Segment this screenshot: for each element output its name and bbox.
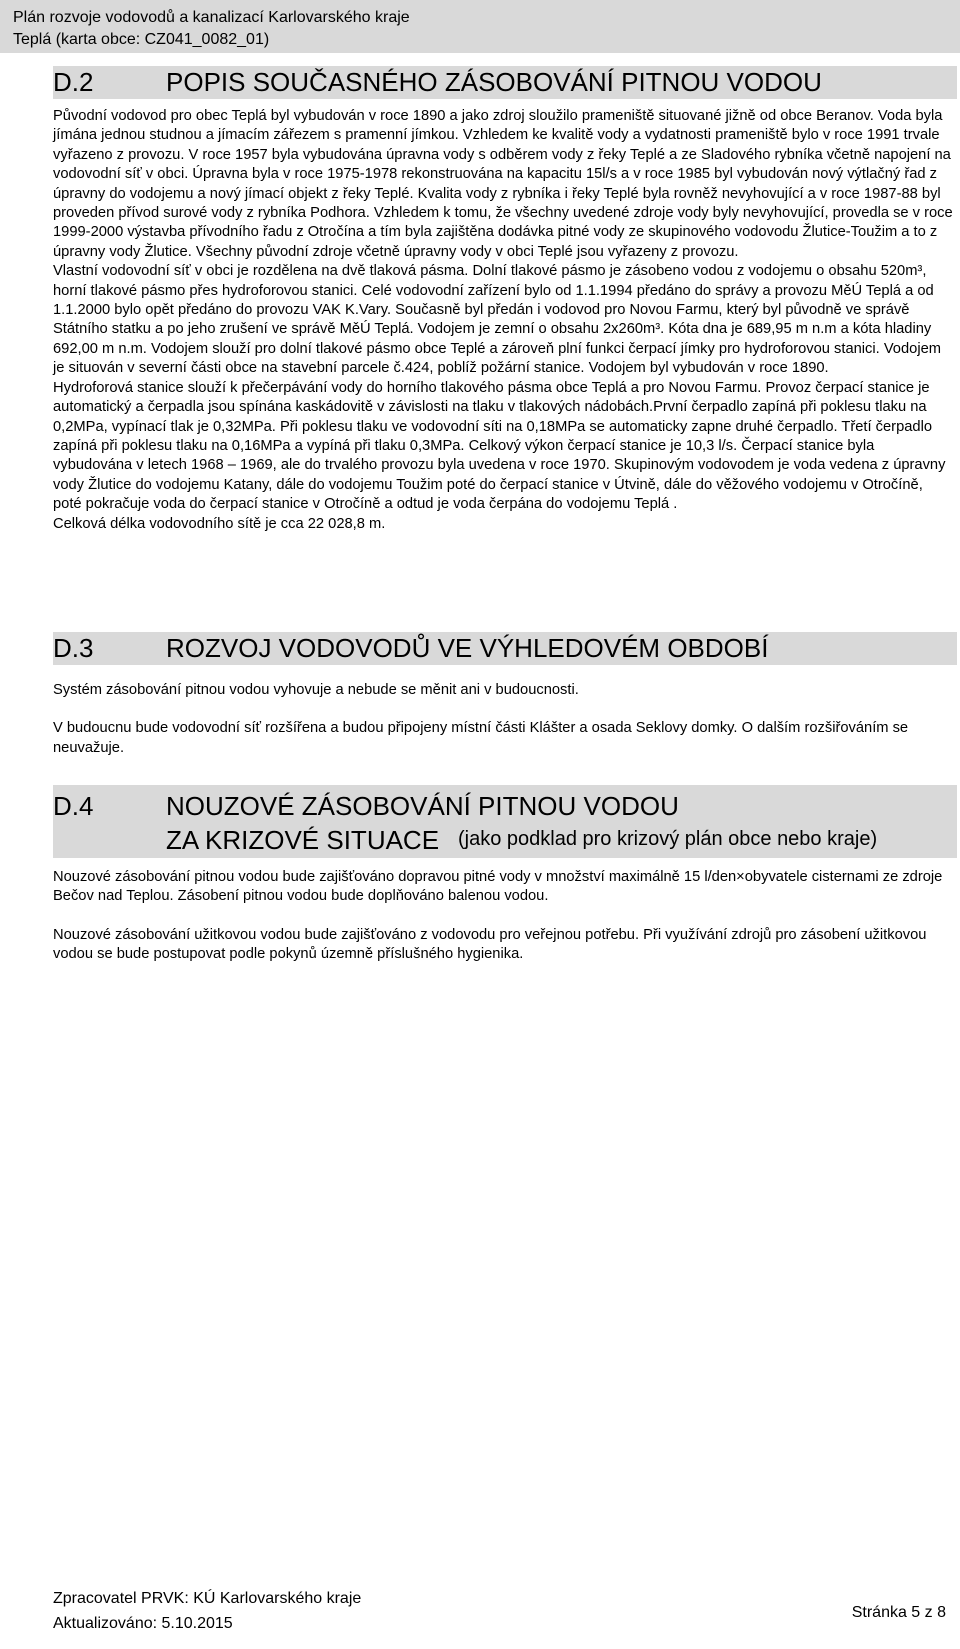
section-title: ROZVOJ VODOVODŮ VE VÝHLEDOVÉM OBDOBÍ: [166, 633, 769, 663]
section-title: POPIS SOUČASNÉHO ZÁSOBOVÁNÍ PITNOU VODOU: [166, 67, 822, 97]
section-heading-d4: [53, 785, 957, 858]
section-body-d4: [53, 868, 953, 965]
paragraph: Celková délka vodovodního sítě je cca 22 028,8 m.: [53, 515, 386, 532]
document-header: [0, 0, 960, 53]
paragraph: Systém zásobování pitnou vodou vyhovuje a nebude se měnit ani v budoucnosti.: [53, 682, 579, 698]
document-title: Plán rozvoje vodovodů a kanalizací Karlovarského kraje: [13, 9, 410, 26]
paragraph: Nouzové zásobování pitnou vodou bude zajišťováno dopravou pitné vody v množství maximálně 15 l/den×obyvatele cisternami ze zdroje Bečov nad Teplou. Zásobení pitnou vodou bude doplňováno balenou vodou.: [53, 869, 943, 905]
paragraph: Hydroforová stanice slouží k přečerpávání vody do horního tlakového pásma obce Teplá a pro Novou Farmu. Provoz čerpací stanice je automatický a čerpadla jsou spínána kaskádovitě v závislosti na tlaku v tlakových nádobách.První čerpadlo zapíná při poklesu tlaku na 0,2MPa, vypínací tlak je 0,32MPa. Při poklesu tlaku ve vodovodní síti na 0,18MPa se automaticky zapne druhé čerpadlo. Třetí čerpadlo zapíná při poklesu tlaku na 0,16MPa a vypíná při tlaku 0,3MPa. Celkový výkon čerpací stanice je 10,3 l/s. Čerpací stanice byla vybudována v letech 1968 – 1969, ale do trvalého provozu byla uvedena v roce 1970. Skupinovým vodovodem je voda vedena z úpravny vody Žlutice do vodojemu Katany, dále do vodojemu Toužim poté do čerpací stanice v Útvině, dále do věžového vodojemu v Otročíně, poté pokračuje voda do čerpací stanice v Otročíně a odtud je voda čerpána do vodojemu Teplá .: [53, 379, 946, 513]
section-title-note: (jako podklad pro krizový plán obce nebo kraje): [458, 828, 878, 850]
paragraph: V budoucnu bude vodovodní síť rozšířena a budou připojeny místní části Klášter a osada Seklovy domky. O dalším rozšiřováním se neuvažuje.: [53, 720, 909, 756]
section-heading-d2: [53, 66, 957, 99]
section-body-d2: [53, 107, 953, 534]
section-number: D.4: [53, 791, 94, 821]
section-title-line2: ZA KRIZOVÉ SITUACE: [166, 825, 440, 855]
page-number: Stránka 5 z 8: [851, 1604, 946, 1621]
paragraph: Nouzové zásobování užitkovou vodou bude zajišťováno z vodovodu pro veřejnou potřebu. Při využívání zdrojů pro zásobení užitkovou vodou se bude postupovat podle pokynů územně příslušného hygienika.: [53, 926, 927, 963]
paragraph: Původní vodovod pro obec Teplá byl vybudován v roce 1890 a jako zdroj sloužilo prameniště situované jižně od obce Beranov. Voda byla jímána jednou studnou a jímacím zářezem s pramenní jímkou. Vzhledem ke kvalitě vody a vydatnosti prameniště bylo v roce 1991 trvale vyřazeno z provozu. V roce 1957 byla vybudována úpravna vody s odběrem vody z řeky Teplé a ze Sladového rybníka včetně napojení na vodovodní síť v obci. Úpravna byla v roce 1975-1978 rekonstruována na kapacitu 15l/s a v roce 1985 byl vybudován nový výtlačný řad z úpravny do vodojemu a nový jímací objekt z řeky Teplé. Kvalita vody z rybníka i řeky Teplé byla rovněž nevyhovující a v roce 1987-88 byl proveden přívod surové vody z rybníka Podhora. Vzhledem k tomu, že všechny uvedené zdroje vody byly nevyhovující, provedla se v roce 1999-2000 výstavba přívodního řadu z Otročína a tím byla zajištěna dodávka pitné vody ze skupinového vodovodu Žlutice-Toužim a to z úpravny vody Žlutice. Všechny původní zdroje včetně úpravny vody v obci Teplé jsou vyřazeny z provozu.: [53, 108, 953, 260]
footer-processor: Zpracovatel PRVK: KÚ Karlovarského kraje: [53, 1590, 362, 1607]
section-number: D.2: [53, 67, 94, 97]
section-body-d3: [53, 681, 953, 758]
paragraph: Vlastní vodovodní síť v obci je rozdělena na dvě tlaková pásma. Dolní tlakové pásmo je zásobeno vodou z vodojemu o obsahu 520m³, horní tlakové pásmo přes hydroforovou stanici. Celé vodovodní zařízení bylo od 1.1.1994 předáno do správy a provozu MěÚ Teplá a od 1.1.2000 bylo opět předáno do provozu VAK K.Vary. Současně byl předán i vodovod pro Novou Farmu, který byl původně ve správě Státního statku a po jeho zrušení ve správě MěÚ Teplá. Vodojem je zemní o obsahu 2x260m³. Kóta dna je 689,95 m n.m a kóta hladiny 692,00 m n.m. Vodojem slouží pro dolní tlakové pásmo obce Teplé a zároveň plní funkci čerpací jímky pro hydroforovou stanici. Vodojem je situován v severní části obce na stavební parcele č.424, poblíž požární stanice. Vodojem byl vybudován v roce 1890.: [53, 263, 941, 377]
section-number: D.3: [53, 633, 94, 663]
section-title: NOUZOVÉ ZÁSOBOVÁNÍ PITNOU VODOU: [166, 791, 679, 821]
footer-updated: Aktualizováno: 5.10.2015: [53, 1615, 233, 1632]
document-subtitle: Teplá (karta obce: CZ041_0082_01): [13, 31, 270, 48]
section-heading-d3: [53, 632, 957, 665]
